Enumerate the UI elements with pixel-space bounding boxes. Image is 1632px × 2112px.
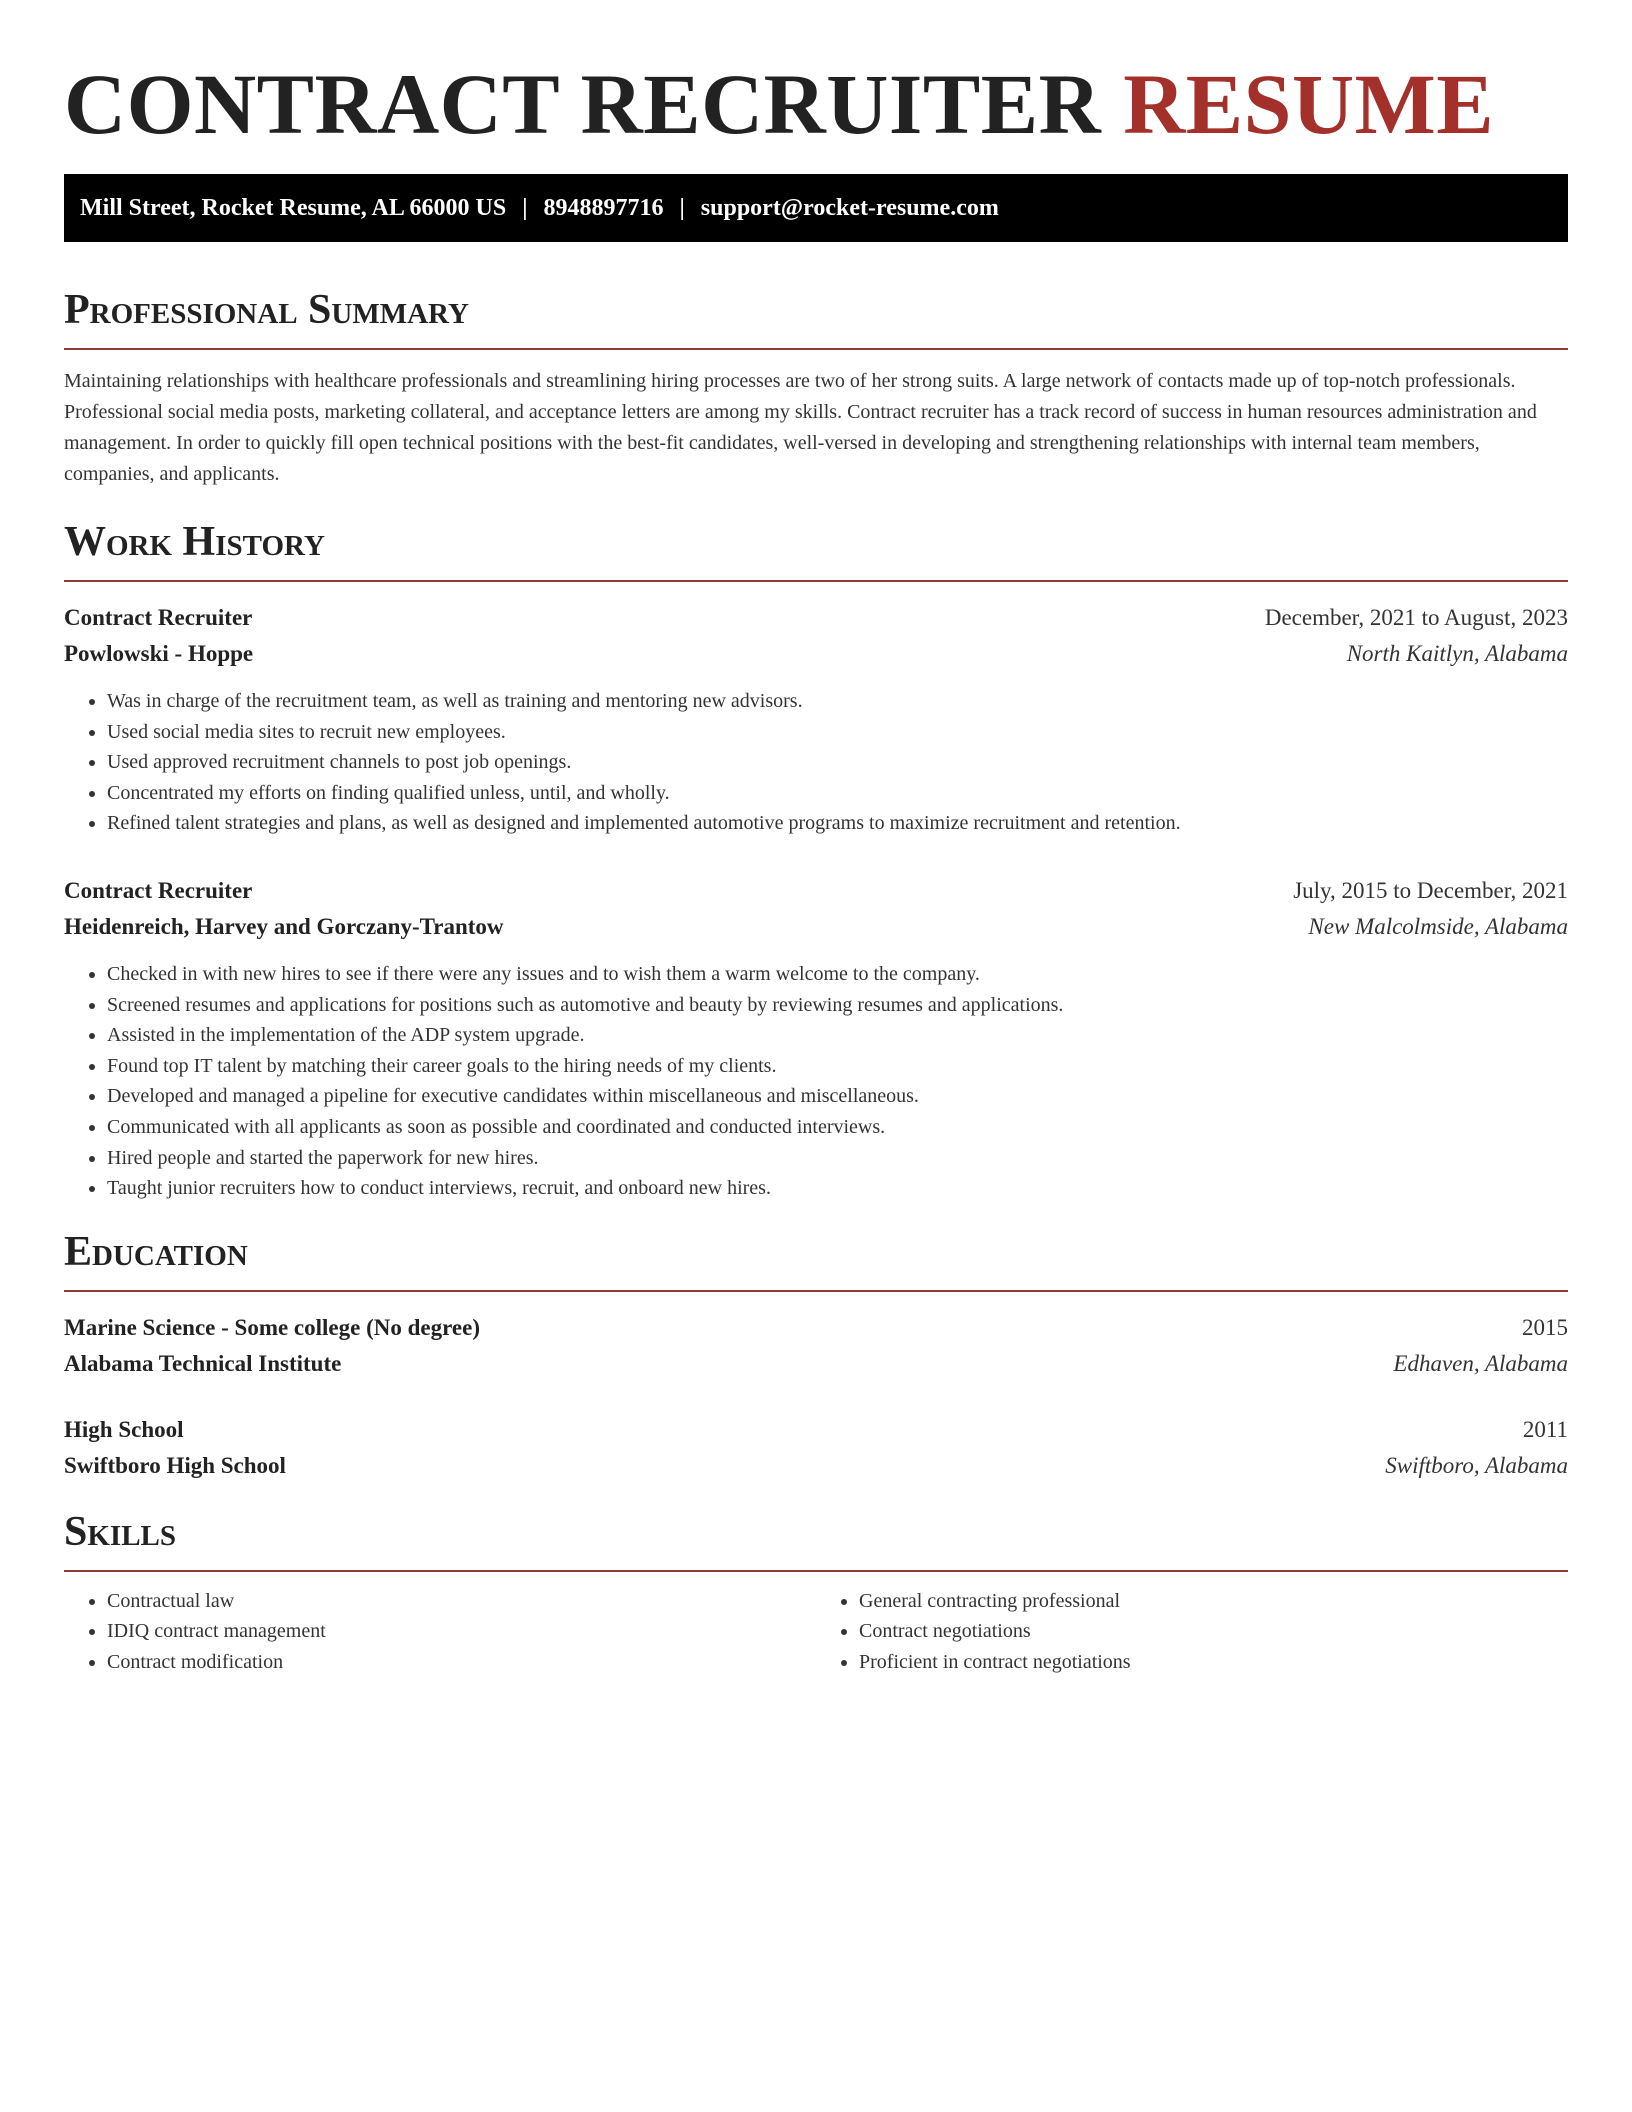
job-dates: July, 2015 to December, 2021 — [1293, 877, 1568, 903]
job-company: Powlowski - Hoppe — [64, 641, 254, 666]
education-school: Alabama Technical Institute — [64, 1350, 342, 1376]
list-item: • Checked in with new hires to see if there were any issues and to wish them a warm welcome to the company. — [107, 959, 1568, 990]
skills-section — [64, 1506, 1568, 1678]
list-item: • Was in charge of the recruitment team, as well as training and mentoring new advisors. — [107, 686, 1568, 717]
job-bullets — [64, 959, 1568, 1204]
job-entry — [64, 873, 1568, 1204]
skill-item: • Contractual law — [107, 1586, 816, 1617]
education-entry — [64, 1412, 1568, 1484]
title-accent: RESUME — [1123, 56, 1495, 152]
job-location: North Kaitlyn, Alabama — [1346, 641, 1568, 666]
job-header-row — [64, 600, 1568, 636]
summary-text: Maintaining relationships with healthcare professionals and streamlining hiring processes are two of her strong suits. A large network of contacts made up of top-notch professionals. Professional social media posts, marketing collateral, and acceptance letters are among my skills. Contract recruiter has a track record of success in human resources administration and management. In order to quickly fill open technical positions with the best-fit candidates, well-versed in developing and strengthening relationships with internal team members, companies, and applicants. — [64, 370, 1537, 485]
education-school: Swiftboro High School — [64, 1452, 286, 1478]
skill-item: • Contract negotiations — [859, 1616, 1568, 1647]
job-title: Contract Recruiter — [64, 605, 253, 630]
list-item: • Hired people and started the paperwork for new hires. — [107, 1143, 1568, 1174]
summary-section — [64, 284, 1568, 490]
list-item: • Assisted in the implementation of the ADP system upgrade. — [107, 1020, 1568, 1051]
job-company: Heidenreich, Harvey and Gorczany-Trantow — [64, 913, 504, 939]
job-title: Contract Recruiter — [64, 877, 253, 903]
skill-item: • Contract modification — [107, 1647, 816, 1678]
education-degree: Marine Science - Some college (No degree) — [64, 1314, 480, 1340]
section-divider — [64, 1570, 1568, 1572]
job-dates: December, 2021 to August, 2023 — [1264, 605, 1568, 630]
education-heading: Education — [64, 1228, 248, 1275]
education-degree-row — [64, 1412, 1568, 1448]
skills-list-left — [64, 1586, 816, 1678]
skill-item: • IDIQ contract management — [107, 1616, 816, 1647]
job-bullets — [64, 686, 1568, 839]
education-year: 2011 — [1522, 1416, 1568, 1442]
education-location: Swiftboro, Alabama — [1385, 1452, 1568, 1478]
job-company-row — [64, 636, 1568, 672]
contact-email: support@rocket-resume.com — [700, 194, 999, 221]
contact-separator: | — [679, 194, 685, 221]
work-history-heading: Work History — [64, 519, 325, 565]
job-header-row — [64, 873, 1568, 909]
list-item: • Found top IT talent by matching their career goals to the hiring needs of my clients. — [107, 1051, 1568, 1082]
education-school-row — [64, 1346, 1568, 1382]
skills-columns — [64, 1586, 1568, 1678]
education-section — [64, 1226, 1568, 1484]
list-item: • Screened resumes and applications for positions such as automotive and beauty by reviewing resumes and applications. — [107, 990, 1568, 1021]
list-item: • Taught junior recruiters how to conduct interviews, recruit, and onboard new hires. — [107, 1173, 1568, 1204]
summary-heading: Professional Summary — [64, 287, 469, 333]
section-divider — [64, 580, 1568, 582]
list-item: • Developed and managed a pipeline for executive candidates within miscellaneous and miscellaneous. — [107, 1081, 1568, 1112]
section-divider — [64, 1290, 1568, 1292]
list-item: • Refined talent strategies and plans, as well as designed and implemented automotive programs to maximize recruitment and retention. — [107, 808, 1568, 839]
education-location: Edhaven, Alabama — [1393, 1350, 1568, 1376]
skills-heading: Skills — [64, 1508, 177, 1555]
job-entry — [64, 600, 1568, 839]
education-school-row — [64, 1448, 1568, 1484]
education-degree-row — [64, 1310, 1568, 1346]
education-year: 2015 — [1522, 1314, 1568, 1340]
education-entry — [64, 1310, 1568, 1382]
resume-title — [64, 0, 1568, 154]
list-item: • Communicated with all applicants as soon as possible and coordinated and conducted interviews. — [107, 1112, 1568, 1143]
skill-item: • Proficient in contract negotiations — [859, 1647, 1568, 1678]
skills-list-right — [816, 1586, 1568, 1678]
job-location: New Malcolmside, Alabama — [1308, 913, 1568, 939]
contact-separator: | — [522, 194, 528, 221]
contact-phone: 8948897716 — [543, 194, 664, 221]
list-item: • Used social media sites to recruit new employees. — [107, 717, 1568, 748]
list-item: • Concentrated my efforts on finding qualified unless, until, and wholly. — [107, 778, 1568, 809]
skill-item: • General contracting professional — [859, 1586, 1568, 1617]
contact-address: Mill Street, Rocket Resume, AL 66000 US — [80, 194, 507, 221]
title-main: CONTRACT RECRUITER — [64, 56, 1102, 152]
job-company-row — [64, 909, 1568, 945]
contact-bar — [64, 174, 1568, 242]
section-divider — [64, 348, 1568, 350]
list-item: • Used approved recruitment channels to post job openings. — [107, 747, 1568, 778]
work-history-section — [64, 516, 1568, 1204]
education-degree: High School — [64, 1416, 184, 1442]
